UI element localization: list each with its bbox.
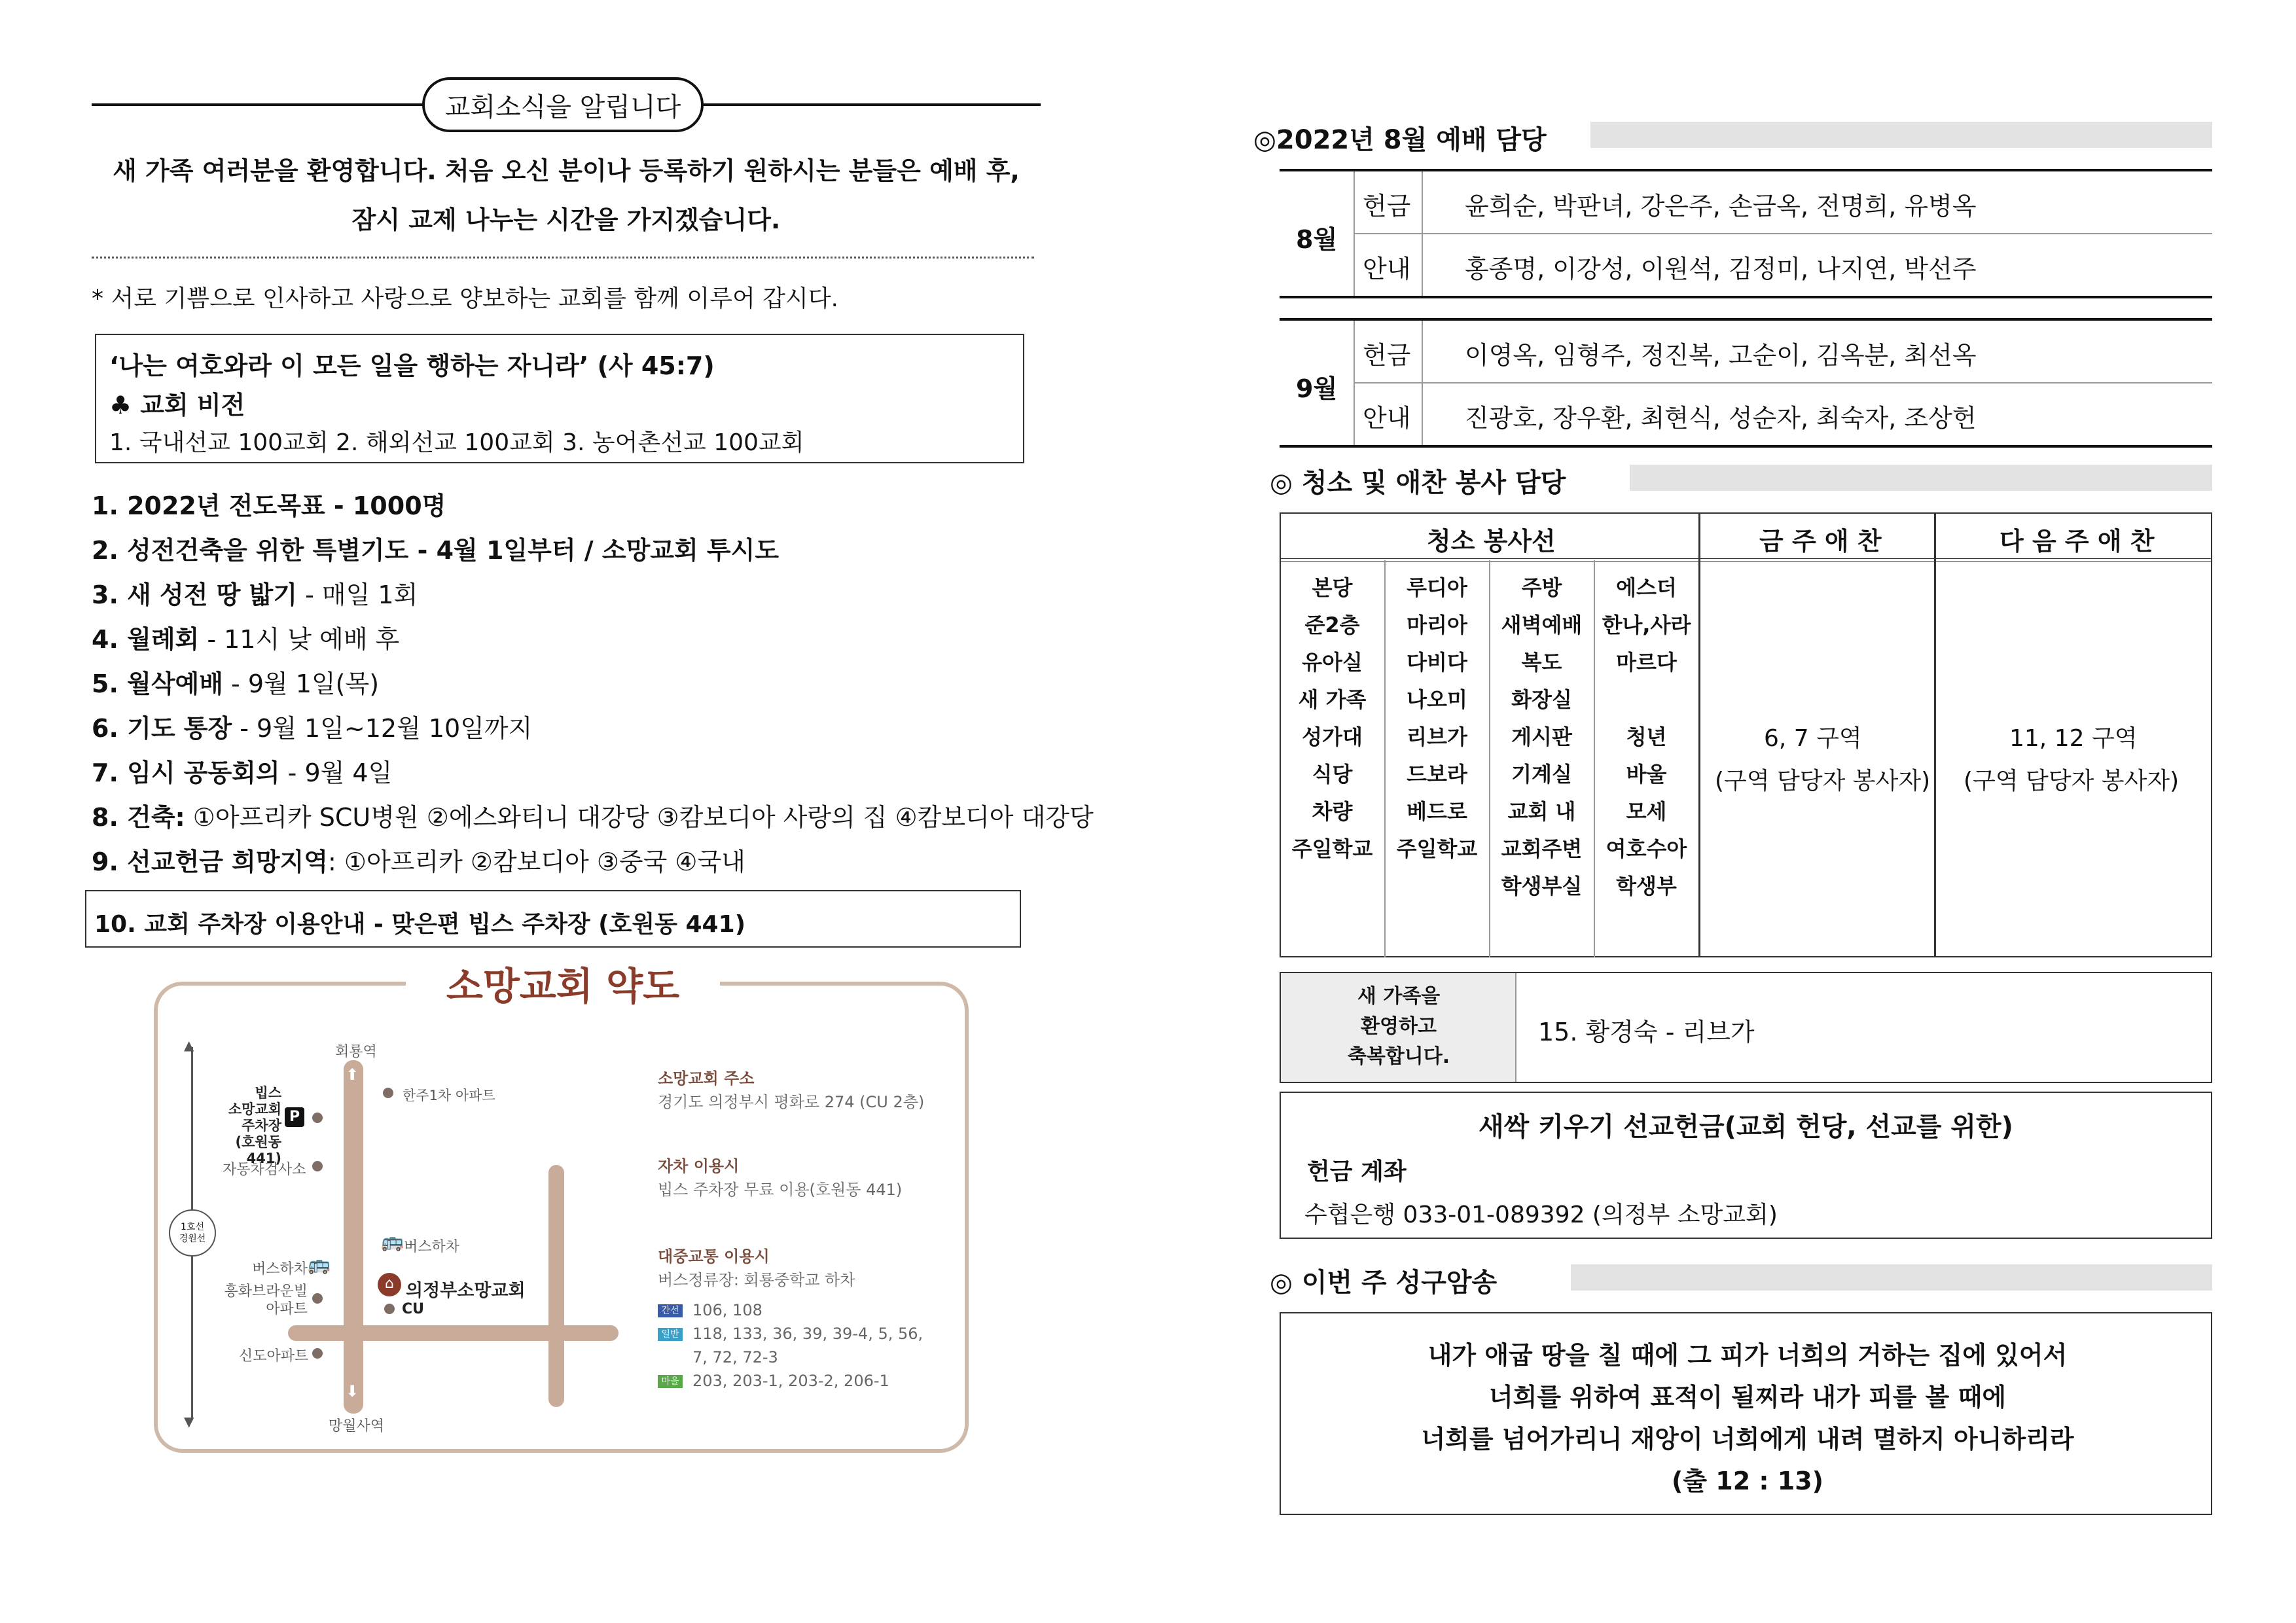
church-icon: ⌂ (378, 1273, 401, 1296)
road-vertical-right (548, 1165, 564, 1407)
car-title: 자차 이용시 (658, 1157, 740, 1175)
bus-routes-village: 203, 203-1, 203-2, 206-1 (692, 1372, 889, 1390)
cu-label: CU (402, 1301, 425, 1317)
this-week-note: (구역 담당자 봉사자) (1715, 768, 1931, 794)
sep-role-1: 헌금 (1363, 341, 1411, 370)
sep-hline (1354, 382, 2212, 383)
clean-vline-5 (1934, 512, 1936, 957)
sindo-label: 신도아파트 (239, 1348, 309, 1364)
news-item-5: 5. 월삭예배 - 9월 1일(목) (92, 669, 380, 698)
bus-icon-left: 🚌 (308, 1253, 331, 1275)
header-rule-right (700, 103, 1041, 106)
sep-role-2: 안내 (1363, 404, 1411, 433)
villa-label: 흥화브라운빌 아파트 (224, 1283, 308, 1317)
vision-items: 1. 국내선교 100교회 2. 해외선교 100교회 3. 농어촌선교 100교회 (109, 429, 804, 456)
next-week-zones: 11, 12 구역 (2009, 725, 2138, 752)
north-station: 회룡역 (335, 1044, 377, 1060)
next-week-header: 다 음 주 애 찬 (2000, 527, 2155, 556)
aug-hline (1354, 233, 2212, 234)
map-title: 소망교회 약도 (406, 955, 720, 1008)
bus-routes-general-cont: 7, 72, 72-3 (692, 1348, 778, 1366)
announcements-title: 교회소식을 알립니다 (422, 77, 704, 132)
mission-title: 새싹 키우기 선교헌금(교회 헌당, 선교를 위한) (1479, 1112, 2013, 1142)
new-family-entry: 15. 황경숙 - 리브가 (1538, 1018, 1755, 1046)
vision-box (95, 334, 1024, 463)
clean-vline-1 (1384, 560, 1386, 957)
divider (92, 257, 1034, 259)
verse-line-3: 너희를 넘어가리니 재앙이 너희에게 내려 멸하지 아니하리라 (1421, 1425, 2074, 1454)
verse-line-2: 너희를 위하여 표적이 될찌라 내가 피를 볼 때에 (1488, 1383, 2007, 1412)
clean-col-2: 루디아 마리아 다비다 나오미 리브가 드보라 베드로 주일학교 (1396, 575, 1478, 861)
bus-badge-general: 일반 (658, 1328, 683, 1341)
parking-box (85, 890, 1021, 948)
memory-verse-title-bar (1571, 1264, 2212, 1291)
bus-badge-trunk: 간선 (658, 1304, 683, 1317)
parking-info: 10. 교회 주차장 이용안내 - 맞은편 빕스 주차장 (호원동 441) (94, 911, 746, 938)
clean-vline-2 (1489, 560, 1490, 957)
account-label: 헌금 계좌 (1307, 1158, 1407, 1185)
road-arrow-up-icon: ⬆ (346, 1065, 359, 1084)
bus-icon-right: 🚌 (381, 1230, 404, 1252)
motto: * 서로 기쁨으로 인사하고 사랑으로 양보하는 교회를 함께 이루어 갑시다. (92, 285, 838, 312)
news-item-4: 4. 월례회 - 11시 낮 예배 후 (92, 625, 400, 654)
next-week-note: (구역 담당자 봉사자) (1964, 768, 2179, 794)
road-arrow-down-icon: ⬇ (346, 1382, 359, 1400)
road-horizontal (288, 1325, 619, 1341)
aug-bottom-rule (1280, 296, 2212, 298)
villa-dot (312, 1293, 323, 1304)
verse-reference: (출 12 : 13) (1671, 1467, 1824, 1495)
news-item-9: 9. 선교헌금 희망지역: ①아프리카 ②캄보디아 ③중국 ④국내 (92, 847, 745, 876)
sep-month: 9월 (1296, 374, 1338, 403)
parking-dot (312, 1113, 323, 1123)
south-station: 망월사역 (329, 1418, 385, 1435)
transit-stop: 버스정류장: 회룡중학교 하차 (658, 1271, 855, 1289)
aug-role-2: 안내 (1363, 255, 1411, 283)
sindo-dot (312, 1348, 323, 1359)
this-week-header: 금 주 애 찬 (1759, 527, 1882, 556)
news-item-3: 3. 새 성전 땅 밟기 - 매일 1회 (92, 580, 418, 609)
news-item-6: 6. 기도 통장 - 9월 1일~12월 10일까지 (92, 714, 533, 743)
aug-names-1: 윤희순, 박판녀, 강은주, 손금옥, 전명희, 유병옥 (1465, 192, 1977, 221)
cleaning-header-rule (1280, 558, 2212, 562)
vision-verse: ‘나는 여호와라 이 모든 일을 행하는 자니라’ (사 45:7) (109, 351, 715, 380)
worship-title: ◎2022년 8월 예배 담당 (1253, 125, 1547, 155)
news-item-7: 7. 임시 공동회의 - 9월 4일 (92, 758, 393, 787)
bus-routes-trunk: 106, 108 (692, 1301, 762, 1319)
car-info: 빕스 주차장 무료 이용(호원동 441) (658, 1181, 903, 1199)
worship-title-bar (1590, 122, 2212, 148)
sep-top-rule (1280, 318, 2212, 321)
new-family-label: 새 가족을 환영하고 축복합니다. (1347, 985, 1450, 1068)
cleaning-title-bar (1630, 465, 2212, 491)
aug-top-rule (1280, 169, 2212, 171)
welcome-line-2: 잠시 교제 나누는 시간을 가지겠습니다. (351, 205, 781, 234)
news-item-1: 1. 2022년 전도목표 - 1000명 (92, 491, 446, 520)
clean-col-1: 본당 준2층 유아실 새 가족 성가대 식당 차량 주일학교 (1291, 575, 1373, 861)
sep-names-2: 진광호, 장우환, 최현식, 성순자, 최숙자, 조상헌 (1465, 404, 1977, 433)
parking-label: 빕스 소망교회 주차장 (호원동 441) (228, 1085, 281, 1166)
memory-verse-title: ◎ 이번 주 성구암송 (1270, 1268, 1498, 1298)
this-week-zones: 6, 7 구역 (1764, 725, 1862, 752)
cu-dot (384, 1304, 395, 1314)
sep-names-1: 이영옥, 임형주, 정진복, 고순이, 김옥분, 최선옥 (1465, 341, 1977, 370)
church-label: 의정부소망교회 (406, 1281, 526, 1301)
clean-col-4: 에스더 한나,사라 마르다 청년 바울 모세 여호수아 학생부 (1602, 575, 1691, 899)
aug-role-1: 헌금 (1363, 192, 1411, 221)
bus-badge-village: 마을 (658, 1375, 683, 1388)
hanju-label: 한주1차 아파트 (403, 1088, 495, 1103)
bus-stop-left-label: 버스하차 (252, 1261, 308, 1277)
clean-vline-4 (1698, 512, 1700, 957)
clean-header: 청소 봉사선 (1427, 527, 1556, 556)
line-badge: 1호선 경원선 (169, 1209, 216, 1257)
aug-month: 8월 (1296, 225, 1338, 254)
road-vertical-main (344, 1060, 363, 1414)
header-rule-left (92, 103, 425, 106)
clean-vline-3 (1594, 560, 1595, 957)
vision-title: ♣ 교회 비전 (109, 391, 245, 419)
news-item-8: 8. 건축: ①아프리카 SCU병원 ②에스와티니 대강당 ③캄보디아 사랑의 집 ④캄보디아 대강당 (92, 803, 1094, 832)
verse-line-1: 내가 애굽 땅을 칠 때에 그 피가 너희의 거하는 집에 있어서 (1427, 1341, 2068, 1370)
bus-stop-right-label: 버스하차 (404, 1239, 460, 1255)
address-title: 소망교회 주소 (658, 1069, 755, 1088)
welcome-line-1: 새 가족 여러분을 환영합니다. 처음 오신 분이나 등록하기 원하시는 분들은 예배 후, (113, 156, 1020, 185)
address: 경기도 의정부시 평화로 274 (CU 2층) (658, 1093, 925, 1111)
clean-col-3: 주방 새벽예배 복도 화장실 게시판 기계실 교회 내 교회주변 학생부실 (1501, 575, 1583, 899)
account-number: 수협은행 033-01-089392 (의정부 소망교회) (1304, 1202, 1778, 1228)
news-item-2: 2. 성전건축을 위한 특별기도 - 4월 1일부터 / 소망교회 투시도 (92, 536, 780, 565)
arrow-down-icon: ▼ (184, 1414, 194, 1429)
inspection-label: 자동차검사소 (223, 1162, 306, 1178)
sep-bottom-rule (1280, 445, 2212, 448)
arrow-up-icon: ▲ (184, 1037, 194, 1053)
parking-icon: P (285, 1107, 304, 1127)
aug-names-2: 홍종명, 이강성, 이원석, 김정미, 나지연, 박선주 (1465, 255, 1977, 283)
bus-routes-general: 118, 133, 36, 39, 39-4, 5, 56, (692, 1325, 924, 1343)
inspection-dot (312, 1161, 323, 1171)
cleaning-title: ◎ 청소 및 애찬 봉사 담당 (1270, 468, 1566, 498)
transit-title: 대중교통 이용시 (658, 1247, 770, 1266)
hanju-dot (383, 1088, 393, 1098)
